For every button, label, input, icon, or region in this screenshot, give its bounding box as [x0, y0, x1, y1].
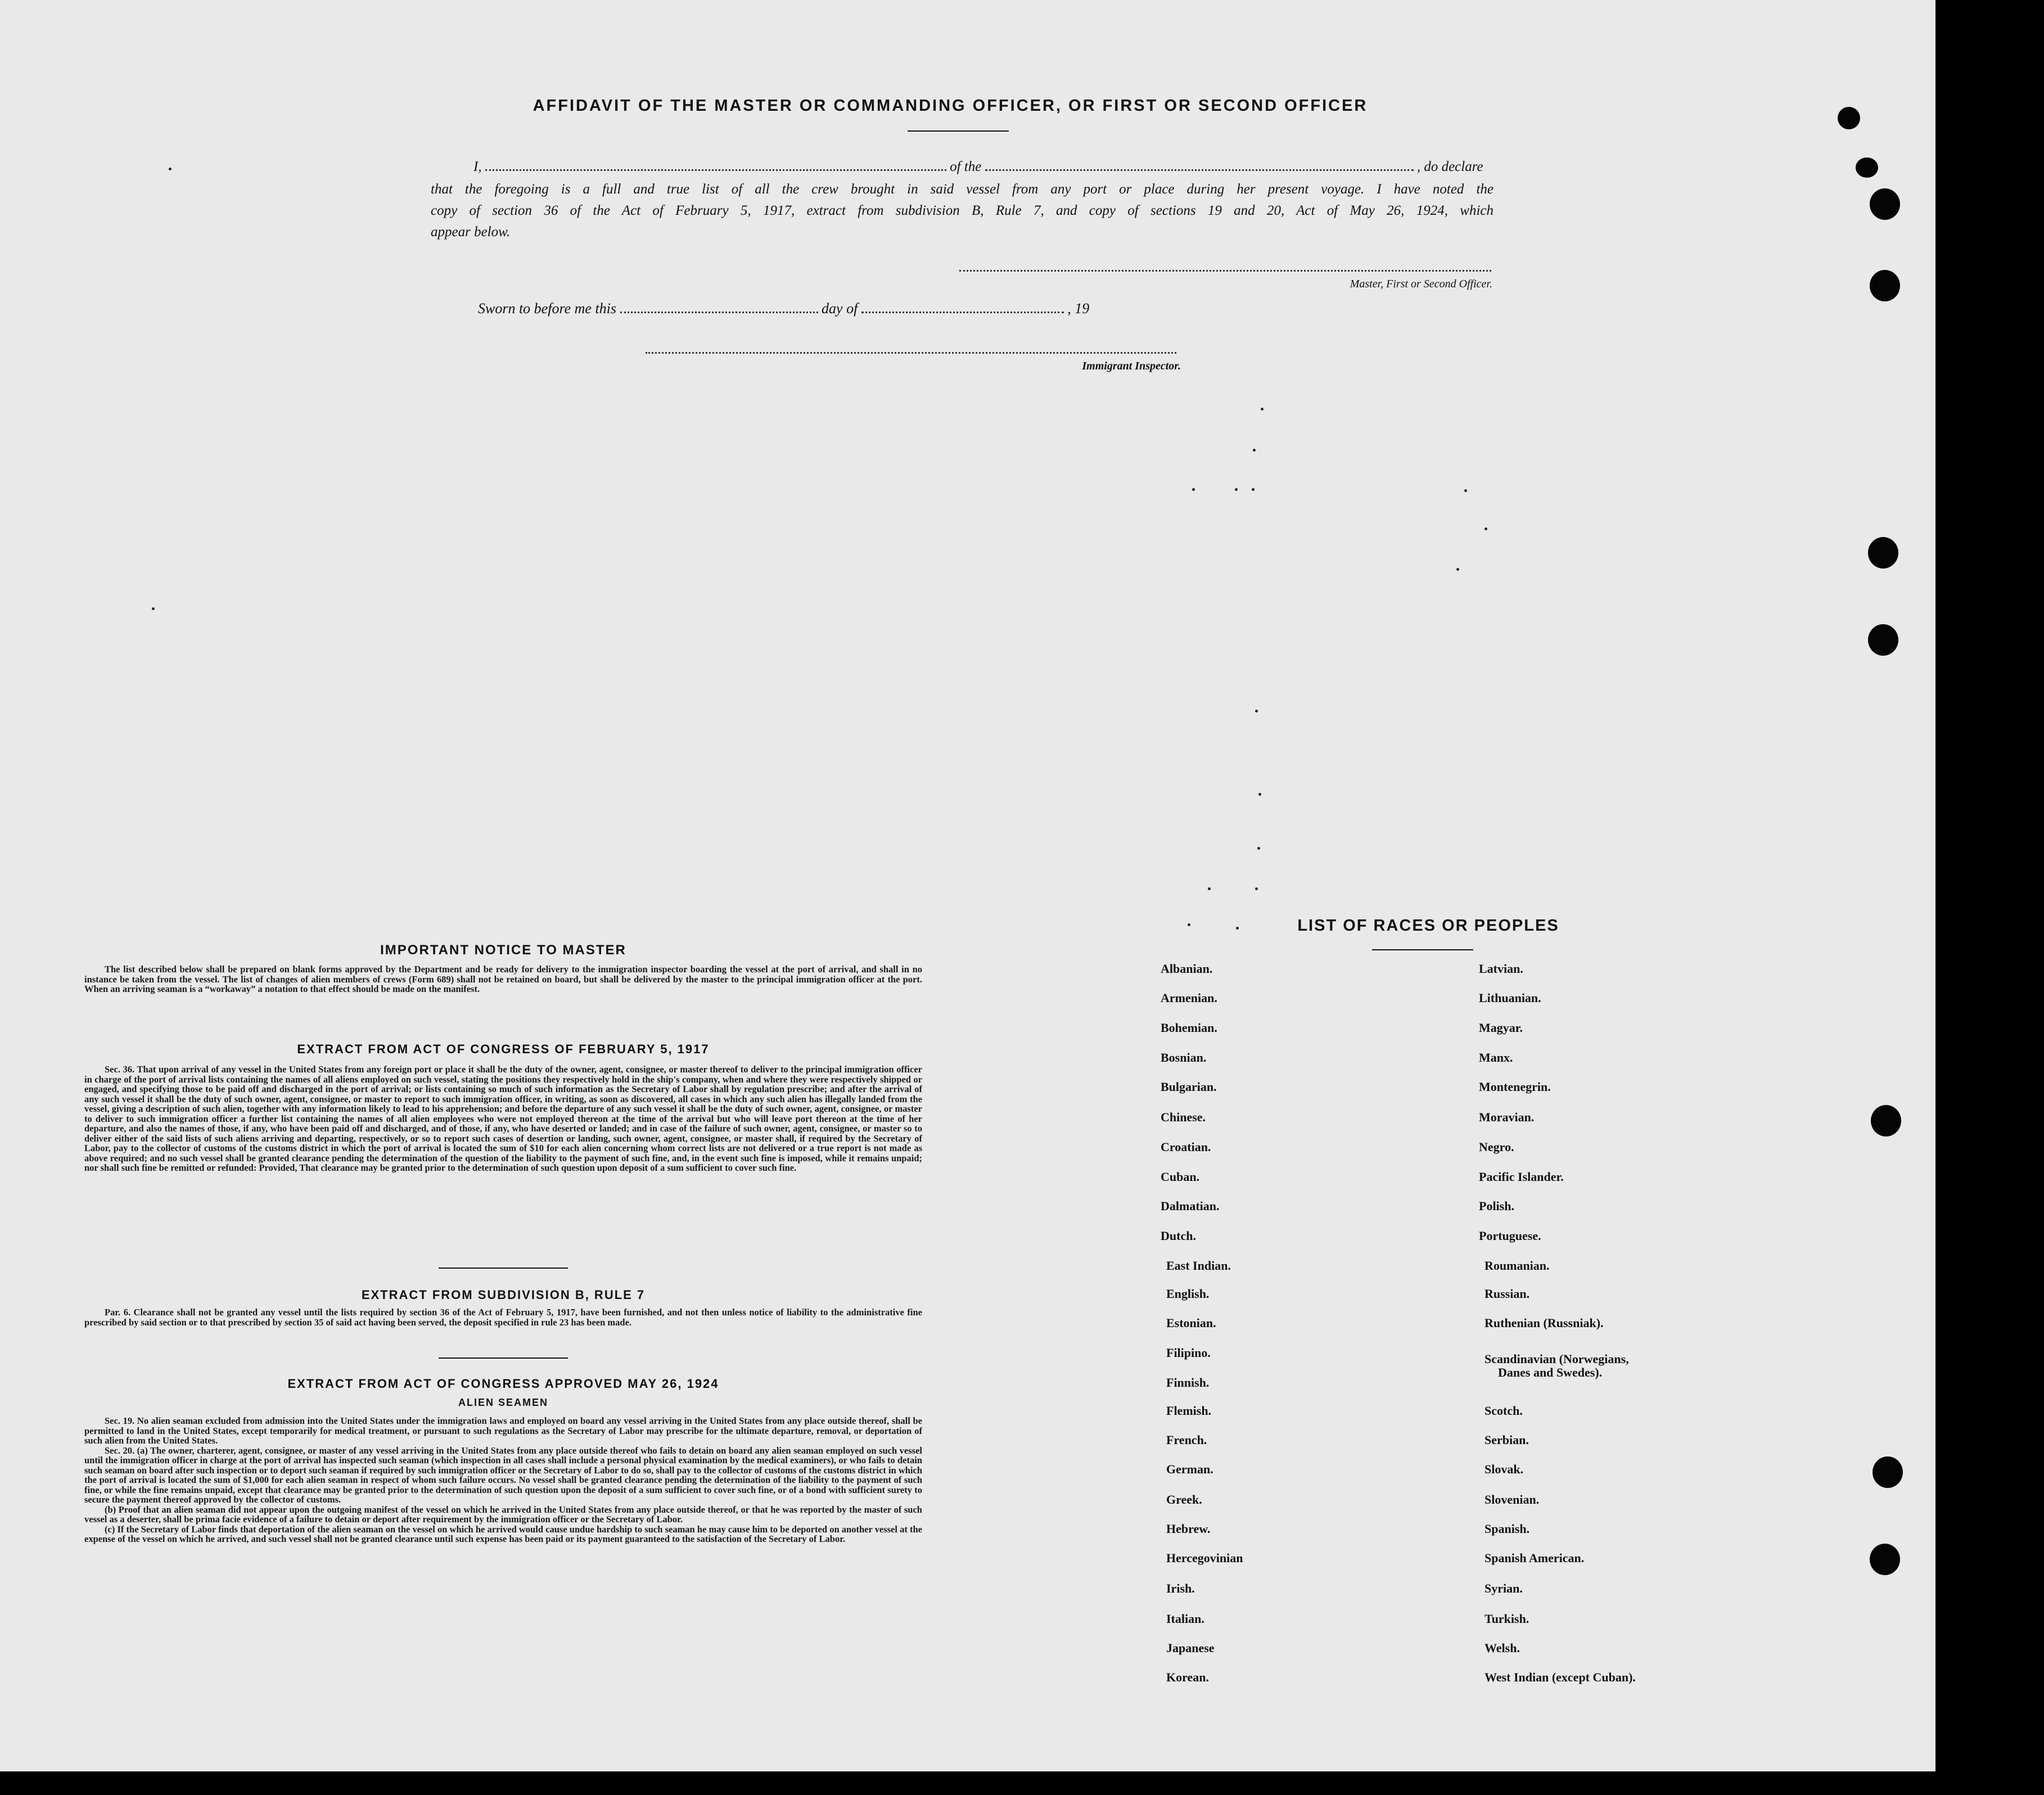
- do-declare-label: , do declare: [1416, 159, 1483, 174]
- extract-1924-title: EXTRACT FROM ACT OF CONGRESS APPROVED MAY 26, 1924: [287, 1377, 719, 1391]
- race-item: Lithuanian.: [1479, 991, 1541, 1005]
- race-item: Spanish American.: [1485, 1551, 1585, 1565]
- declarant-name-field[interactable]: [485, 157, 946, 171]
- speck: [1456, 568, 1459, 571]
- race-item: Japanese: [1166, 1641, 1215, 1655]
- sworn-line: [478, 298, 1153, 319]
- race-item: East Indian.: [1166, 1259, 1231, 1273]
- race-item: English.: [1166, 1287, 1210, 1301]
- speck: [1255, 887, 1258, 890]
- speck: [1252, 488, 1255, 491]
- speck: [152, 607, 155, 610]
- race-item: Turkish.: [1485, 1612, 1529, 1626]
- alien-seamen-subtitle: ALIEN SEAMEN: [458, 1397, 548, 1408]
- extract-1917-title: EXTRACT FROM ACT OF CONGRESS OF FEBRUARY 5, 1917: [297, 1042, 710, 1056]
- race-item: Hercegovinian: [1166, 1551, 1243, 1565]
- race-item: Latvian.: [1479, 962, 1523, 976]
- sec20b-paragraph: (b) Proof that an alien seaman did not appear upon the outgoing manifest of the vessel on which he arrived in the United States from any place outside thereof, or that he was reported by the master of such vessel as a deserter, shall be prima facie evidence of a failure to detain or deport after requirement by the immigration officer or the Secretary of Labor.: [84, 1504, 922, 1525]
- race-item: Russian.: [1485, 1287, 1530, 1301]
- year-label: , 19: [1067, 300, 1090, 317]
- race-item: Serbian.: [1485, 1433, 1529, 1447]
- punch-hole: [1872, 1456, 1903, 1488]
- race-item: Irish.: [1166, 1581, 1195, 1595]
- race-item: Estonian.: [1166, 1316, 1216, 1330]
- day-of-label: day of: [822, 300, 858, 317]
- speck: [1258, 793, 1261, 796]
- affidavit-title: AFFIDAVIT OF THE MASTER OR COMMANDING OFFICER, OR FIRST OR SECOND OFFICER: [533, 97, 1368, 115]
- race-item: Welsh.: [1485, 1641, 1520, 1655]
- speck: [1253, 449, 1256, 452]
- race-item: West Indian (except Cuban).: [1485, 1670, 1636, 1684]
- race-item: Italian.: [1166, 1612, 1204, 1626]
- affidavit-line3: copy of section 36 of the Act of February 5, 1917, extract from subdivision B, Rule 7, and copy of sections 19 and 20, Act of May 26, 1924, which: [431, 203, 1493, 218]
- race-item: Cuban.: [1161, 1170, 1200, 1184]
- sworn-month-field[interactable]: [861, 299, 1064, 313]
- race-item: Chinese.: [1161, 1110, 1206, 1124]
- race-item: Montenegrin.: [1479, 1080, 1551, 1094]
- race-item: Hebrew.: [1166, 1522, 1211, 1536]
- speck: [1255, 710, 1258, 712]
- race-item: Negro.: [1479, 1140, 1514, 1154]
- sec20c-paragraph: (c) If the Secretary of Labor finds that deportation of the alien seaman on the vessel on which he arrived would cause undue hardship to such seaman he may cause him to be deported on another vessel at the expense of the vessel on which he arrived, and such vessel shall not be granted clearance until such expense has been paid or its payment guaranteed to the satisfaction of the Secretary of Labor.: [84, 1523, 922, 1544]
- master-caption: Master, First or Second Officer.: [1350, 278, 1492, 290]
- sec20a-paragraph: Sec. 20. (a) The owner, charterer, agent, consignee, or master of any vessel arriving in the United States from any place outside thereof who fails to detain on board any alien seaman employed on such vessel until the immigration officer in charge at the port of arrival has inspected such seaman (which inspection in all cases shall include a personal physical examination by the medical examiners), or who fails to detain such seaman on board after such inspection or to deport such seaman if required by such immigration officer or the Secretary of Labor to do so, shall pay to the collector of customs of the customs district in which the port of arrival is located the sum of $1,000 for each alien seaman in respect of whom such failure occurs. No vessel shall be granted clearance pending the determination of the liability to the payment of such fine, or while the fine remains unpaid, except that clearance may be granted prior to the determination of such question upon the deposit of a sum sufficient to cover such fine, or of a bond with sufficient surety to secure the payment thereof approved by the collector of customs.: [84, 1445, 922, 1505]
- race-item: Scandinavian (Norwegians,: [1485, 1352, 1629, 1366]
- race-item: Dutch.: [1161, 1229, 1196, 1243]
- affidavit-line4: appear below.: [431, 224, 511, 240]
- race-item: Polish.: [1479, 1199, 1514, 1213]
- speck: [1261, 408, 1264, 411]
- race-item: Slovenian.: [1485, 1492, 1540, 1507]
- race-item: Magyar.: [1479, 1021, 1523, 1035]
- inspector-signature-line[interactable]: [646, 352, 1176, 354]
- race-item: Greek.: [1166, 1492, 1202, 1507]
- race-item: Spanish.: [1485, 1522, 1530, 1536]
- race-item: Filipino.: [1166, 1346, 1211, 1360]
- punch-hole: [1868, 537, 1898, 569]
- rule7-title: EXTRACT FROM SUBDIVISION B, RULE 7: [361, 1288, 646, 1302]
- race-item: Bohemian.: [1161, 1021, 1217, 1035]
- punch-hole: [1856, 157, 1878, 178]
- inspector-caption: Immigrant Inspector.: [1082, 360, 1181, 372]
- race-item: Moravian.: [1479, 1110, 1535, 1124]
- race-item: Albanian.: [1161, 962, 1213, 976]
- race-item: Roumanian.: [1485, 1259, 1550, 1273]
- extract-1924-body: [84, 1416, 922, 1544]
- speck: [1188, 923, 1190, 926]
- race-item: German.: [1166, 1462, 1213, 1476]
- speck: [1485, 527, 1487, 530]
- notice-body: [84, 964, 922, 994]
- punch-hole: [1871, 1105, 1901, 1136]
- race-item: Armenian.: [1161, 991, 1217, 1005]
- race-item: Slovak.: [1485, 1462, 1524, 1476]
- race-item: Flemish.: [1166, 1404, 1212, 1418]
- par6-paragraph: Par. 6. Clearance shall not be granted any vessel until the lists required by section 36 of the Act of February 5, 1917, have been furnished, and not then unless notice of liability to the administrative fine prescribed by said section or to that prescribed by section 35 of said act having been served, the deposit specified in rule 23 has been made.: [84, 1307, 922, 1328]
- sworn-day-field[interactable]: [620, 299, 818, 313]
- of-the-label: of the: [950, 159, 982, 174]
- punch-hole: [1870, 188, 1900, 220]
- race-item: Finnish.: [1166, 1375, 1210, 1390]
- section-rule: [439, 1268, 568, 1269]
- race-item: Manx.: [1479, 1050, 1513, 1065]
- vessel-name-field[interactable]: [985, 157, 1414, 171]
- punch-hole: [1870, 270, 1900, 301]
- section-rule: [439, 1357, 568, 1359]
- race-item: Ruthenian (Russniak).: [1485, 1316, 1604, 1330]
- punch-hole: [1870, 1544, 1900, 1575]
- races-title: LIST OF RACES OR PEOPLES: [1297, 917, 1559, 935]
- affidavit-line2: that the foregoing is a full and true list of all the crew brought in said vessel from any port or place during her present voyage. I have noted the: [431, 182, 1493, 197]
- race-item-continuation: Danes and Swedes).: [1498, 1365, 1603, 1379]
- speck: [1235, 488, 1238, 491]
- punch-hole: [1838, 107, 1860, 129]
- race-item: Korean.: [1166, 1670, 1209, 1684]
- extract-1917-body: [84, 1065, 922, 1173]
- declarant-prefix: I,: [473, 159, 482, 174]
- speck: [1236, 927, 1239, 930]
- race-item: Portuguese.: [1479, 1229, 1541, 1243]
- race-item: Pacific Islander.: [1479, 1170, 1564, 1184]
- race-item: Croatian.: [1161, 1140, 1211, 1154]
- sec19-paragraph: Sec. 19. No alien seaman excluded from admission into the United States under the immigration laws and employed on board any vessel arriving in the United States from any place outside thereof, shall be permitted to land in the United States, except temporarily for medical treatment, or pursuant to such regulations as the Secretary of Labor may prescribe for the ultimate departure, removal, or deportation of such alien from the United States.: [84, 1415, 922, 1446]
- race-item: Bosnian.: [1161, 1050, 1207, 1065]
- rule7-body: [84, 1307, 922, 1327]
- races-title-rule: [1372, 949, 1473, 950]
- master-signature-line[interactable]: [959, 270, 1491, 272]
- race-item: Bulgarian.: [1161, 1080, 1217, 1094]
- punch-hole: [1868, 624, 1898, 656]
- title-rule: [908, 130, 1009, 132]
- race-item: French.: [1166, 1433, 1207, 1447]
- speck: [1257, 847, 1260, 850]
- speck: [1464, 489, 1467, 492]
- speck: [169, 168, 172, 170]
- affidavit-line1: [473, 156, 1492, 178]
- speck: [1192, 488, 1195, 491]
- sworn-label: Sworn to before me this: [478, 300, 617, 317]
- race-item: Scotch.: [1485, 1404, 1523, 1418]
- race-item: Syrian.: [1485, 1581, 1523, 1595]
- race-item: Dalmatian.: [1161, 1199, 1220, 1213]
- sec36-paragraph: Sec. 36. That upon arrival of any vessel in the United States from any foreign port or place it shall be the duty of the owner, agent, consignee, or master thereof to deliver to the principal immigration officer in charge of the port of arrival lists containing the names of all aliens employed on such vessel, stating the positions they respectively hold in the ship's company, when and where they were respectively shipped or engaged, and specifying those to be paid off and discharged in the port of arrival; or lists containing so much of such information as the Secretary of Labor shall by regulation prescribe; and after the arrival of any such vessel it shall be the duty of such owner, agent, consignee, or master to report to such immigration officer, in writing, as soon as discovered, all cases in which any such alien has illegally landed from the vessel, giving a description of such alien, together with any information likely to lead to his apprehension; and before the departure of any such vessel it shall be the duty of such owner, agent, consignee, or master to deliver to such immigration officer a further list containing the names of all alien employees who were not employed thereon at the time of the arrival but who will leave port thereon at the time of her departure, and also the names of those, if any, who have been paid off and discharged, and of those, if any, who have deserted or landed; and in case of the failure of such owner, agent, consignee, or master so to deliver either of the said lists of such aliens arriving and departing, respectively, or so to report such cases of desertion or landing, such owner, agent, consignee, or master shall, if required by the Secretary of Labor, pay to the collector of customs of the customs district in which the port of arrival is located the sum of $10 for each alien concerning whom correct lists are not delivered or a true report is not made as above required; and no such vessel shall be granted clearance pending the determination of the question of the liability to the payment of such fine, and, in the event such fine is imposed, while it remains unpaid; nor shall such fine be remitted or refunded: Provided, That clearance may be granted prior to the determination of such question upon deposit of a sum sufficient to cover such fine.: [84, 1064, 922, 1173]
- speck: [1208, 887, 1211, 890]
- notice-paragraph: The list described below shall be prepared on blank forms approved by the Department and be ready for delivery to the immigration inspector boarding the vessel at the port of arrival, and shall in no instance be taken from the vessel. The list of changes of alien members of crews (Form 689) shall not be retained on board, but shall be delivered by the master to the principal immigration officer at the port. When an arriving seaman is a “workaway” a notation to that effect should be made on the manifest.: [84, 964, 922, 994]
- notice-title: IMPORTANT NOTICE TO MASTER: [380, 942, 626, 958]
